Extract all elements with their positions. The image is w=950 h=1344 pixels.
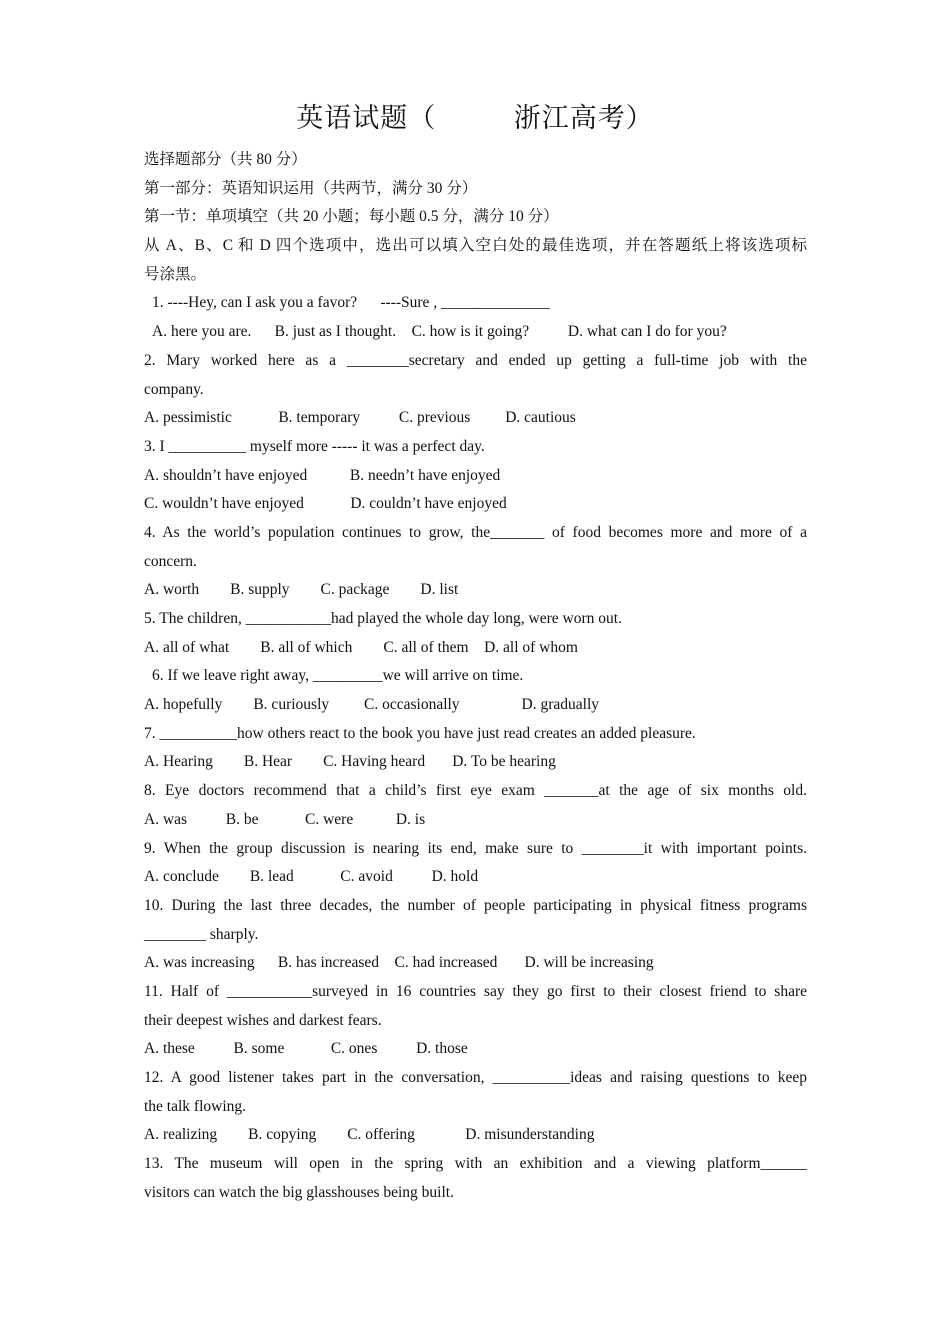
question-9-options: A. conclude B. lead C. avoid D. hold xyxy=(144,868,479,886)
subsection-heading: 第一节：单项填空（共 20 小题；每小题 0.5 分，满分 10 分） xyxy=(144,208,559,226)
instructions-line-2: 号涂黑。 xyxy=(144,265,207,283)
question-3-options-a-b: A. shouldn’t have enjoyed B. needn’t have enjoyed xyxy=(144,466,501,484)
question-10: 10. During the last three decades, the number of people participating in physical fitness programs xyxy=(144,896,807,914)
section-heading: 选择题部分（共 80 分） xyxy=(144,151,307,168)
question-12-continued: the talk flowing. xyxy=(144,1097,247,1115)
question-13: 13. The museum will open in the spring with an exhibition and a viewing platform______ xyxy=(144,1155,807,1173)
question-3: 3. I __________ myself more ----- it was a perfect day. xyxy=(144,437,485,455)
question-11: 11. Half of ___________surveyed in 16 countries say they go first to their closest friend to share xyxy=(144,982,807,1000)
question-2-options: A. pessimistic B. temporary C. previous D. cautious xyxy=(144,409,576,427)
exam-content xyxy=(144,146,807,1207)
part-heading: 第一部分：英语知识运用（共两节，满分 30 分） xyxy=(144,179,478,197)
question-4-continued: concern. xyxy=(144,552,197,570)
question-10-options: A. was increasing B. has increased C. had increased D. will be increasing xyxy=(144,954,654,972)
question-3-options-c-d: C. wouldn’t have enjoyed D. couldn’t have enjoyed xyxy=(144,495,507,513)
question-4-options: A. worth B. supply C. package D. list xyxy=(144,581,459,599)
question-11-continued: their deepest wishes and darkest fears. xyxy=(144,1011,382,1029)
question-12: 12. A good listener takes part in the conversation, __________ideas and raising questions to keep xyxy=(144,1069,807,1086)
question-4: 4. As the world’s population continues to grow, the_______ of food becomes more and more of a xyxy=(144,523,807,541)
question-6-options: A. hopefully B. curiously C. occasionally D. gradually xyxy=(144,696,600,714)
question-1: 1. ----Hey, can I ask you a favor? ----Sure , ______________ xyxy=(152,294,550,312)
instructions-line-1: 从 A、B、C 和 D 四个选项中，选出可以填入空白处的最佳选项，并在答题纸上将该选项标 xyxy=(144,237,807,255)
question-8: 8. Eye doctors recommend that a child’s first eye exam _______at the age of six months old. xyxy=(144,782,807,800)
question-5: 5. The children, ___________had played the whole day long, were worn out. xyxy=(144,610,622,627)
question-2: 2. Mary worked here as a ________secretary and ended up getting a full-time job with the xyxy=(144,351,807,369)
question-5-options: A. all of what B. all of which C. all of them D. all of whom xyxy=(144,638,578,656)
question-8-options: A. was B. be C. were D. is xyxy=(144,810,426,828)
question-12-options: A. realizing B. copying C. offering D. misunderstanding xyxy=(144,1126,595,1144)
question-6: 6. If we leave right away, _________we will arrive on time. xyxy=(152,667,524,685)
page-title: 英语试题（ 浙江高考） xyxy=(296,103,654,133)
question-11-options: A. these B. some C. ones D. those xyxy=(144,1040,468,1058)
question-7: 7. __________how others react to the book you have just read creates an added pleasure. xyxy=(144,724,696,742)
question-13-continued: visitors can watch the big glasshouses being built. xyxy=(144,1183,454,1201)
question-2-continued: company. xyxy=(144,380,204,398)
question-9: 9. When the group discussion is nearing its end, make sure to ________it with important points. xyxy=(144,839,807,857)
question-10-continued: ________ sharply. xyxy=(144,925,259,943)
question-1-options: A. here you are. B. just as I thought. C. how is it going? D. what can I do for you? xyxy=(152,323,727,341)
question-7-options: A. Hearing B. Hear C. Having heard D. To be hearing xyxy=(144,753,556,771)
